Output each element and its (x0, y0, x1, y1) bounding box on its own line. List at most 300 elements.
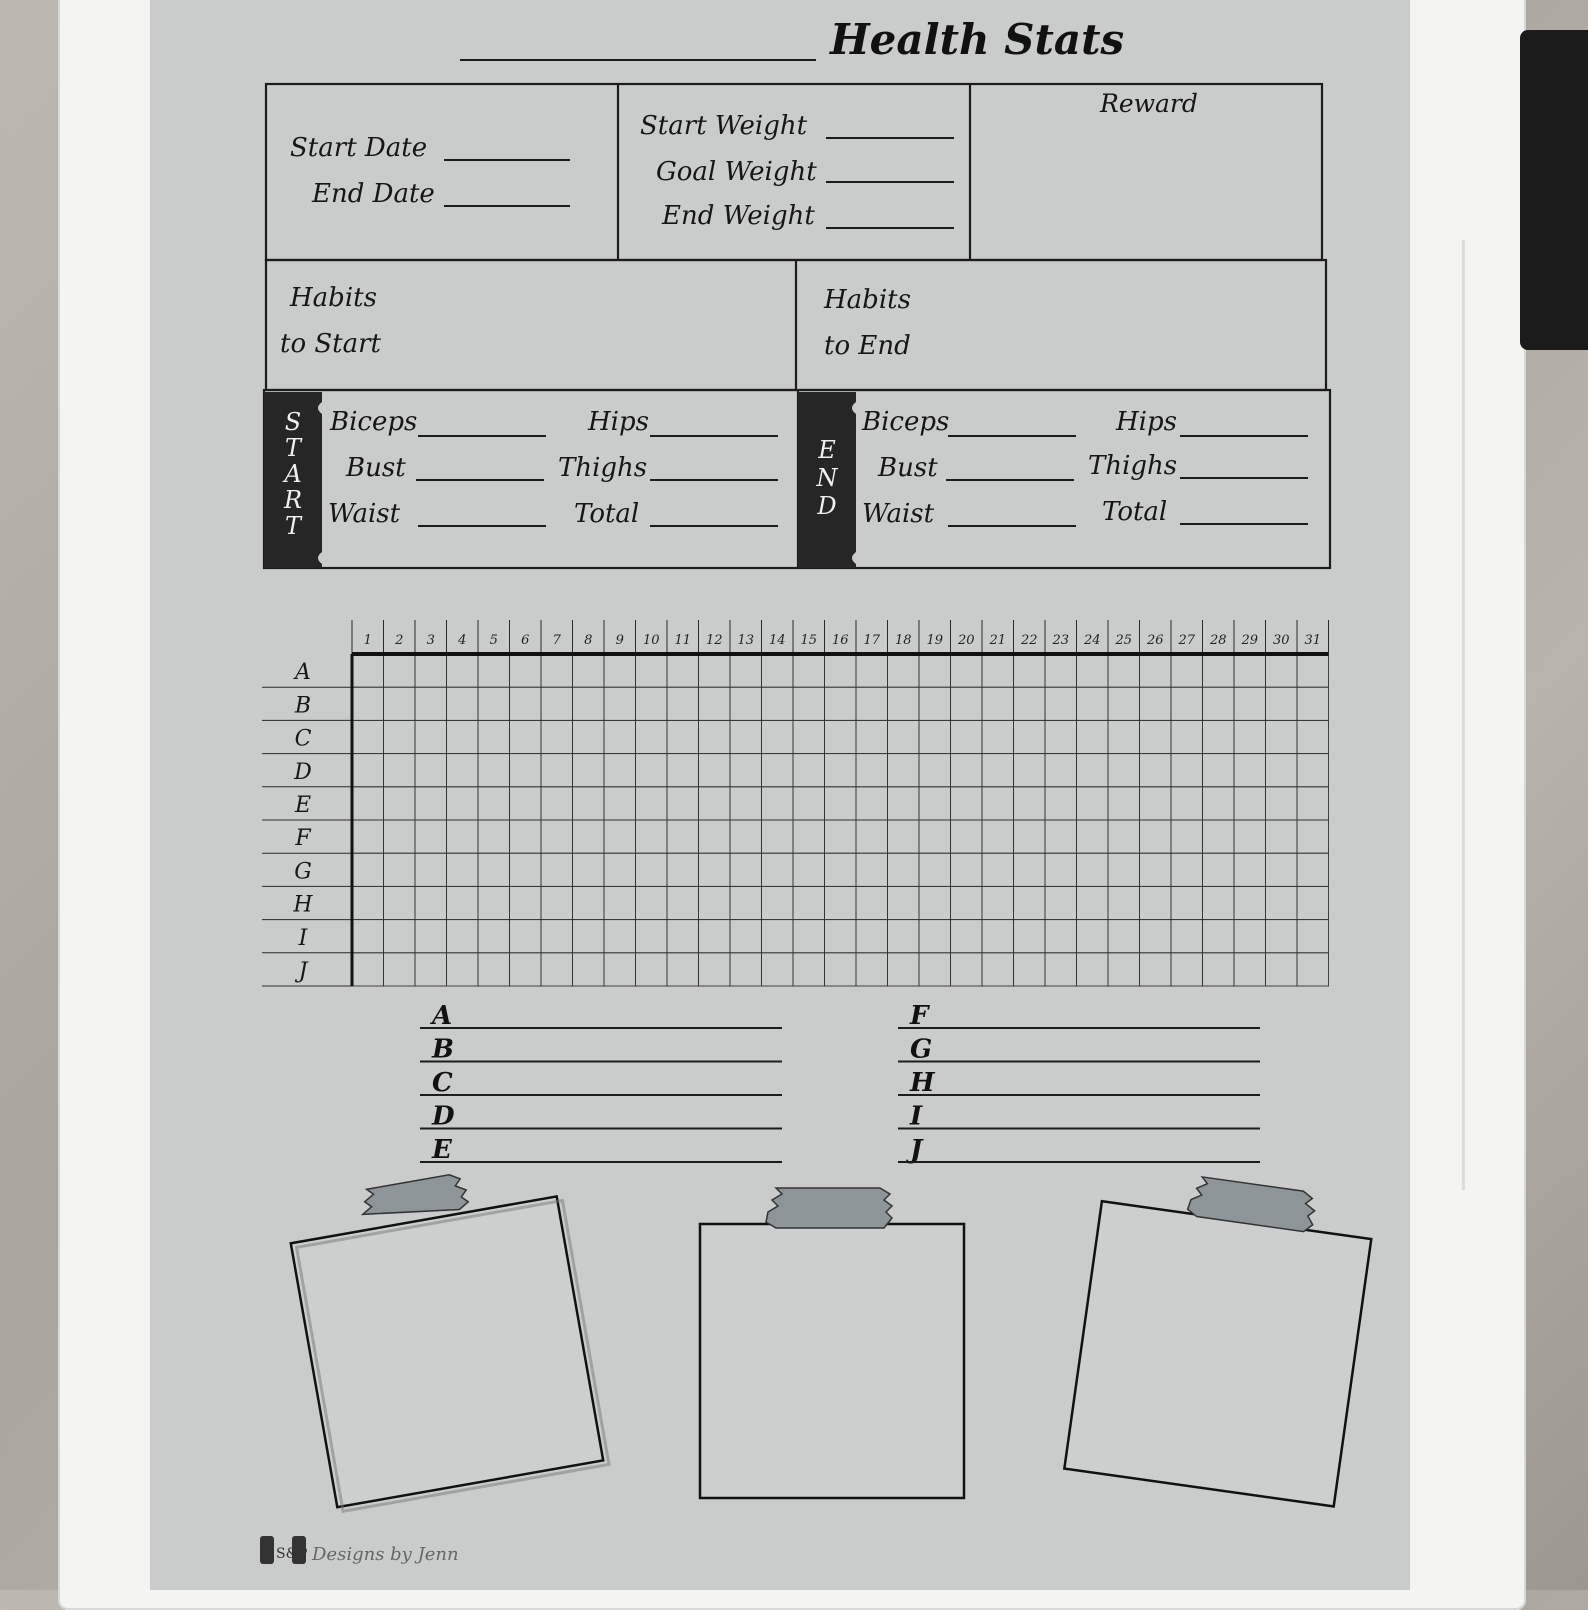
tracker-cell[interactable] (541, 787, 573, 820)
tracker-cell[interactable] (1171, 687, 1203, 720)
tracker-cell[interactable] (919, 654, 951, 687)
tracker-cell[interactable] (447, 853, 479, 886)
tracker-cell[interactable] (699, 953, 731, 986)
tracker-cell[interactable] (951, 687, 983, 720)
tracker-cell[interactable] (919, 787, 951, 820)
tracker-cell[interactable] (352, 720, 384, 753)
tracker-cell[interactable] (1108, 654, 1140, 687)
tracker-cell[interactable] (1171, 754, 1203, 787)
tracker-cell[interactable] (604, 853, 636, 886)
tracker-cell[interactable] (793, 820, 825, 853)
tracker-cell[interactable] (982, 687, 1014, 720)
tracker-cell[interactable] (1140, 687, 1172, 720)
tracker-cell[interactable] (762, 920, 794, 953)
tracker-cell[interactable] (1266, 754, 1298, 787)
tracker-cell[interactable] (793, 787, 825, 820)
tracker-cell[interactable] (1014, 654, 1046, 687)
tracker-cell[interactable] (1108, 853, 1140, 886)
tracker-cell[interactable] (1203, 953, 1235, 986)
tracker-cell[interactable] (573, 720, 605, 753)
tracker-cell[interactable] (384, 654, 416, 687)
tracker-cell[interactable] (699, 886, 731, 919)
tracker-cell[interactable] (1171, 654, 1203, 687)
tracker-cell[interactable] (762, 654, 794, 687)
tracker-cell[interactable] (1234, 687, 1266, 720)
tracker-cell[interactable] (1045, 853, 1077, 886)
tracker-cell[interactable] (1077, 853, 1109, 886)
tracker-cell[interactable] (982, 720, 1014, 753)
tracker-cell[interactable] (384, 853, 416, 886)
reward-area[interactable] (980, 120, 1310, 250)
tracker-cell[interactable] (1108, 820, 1140, 853)
tracker-cell[interactable] (352, 687, 384, 720)
tracker-cell[interactable] (1045, 687, 1077, 720)
tracker-cell[interactable] (573, 787, 605, 820)
tracker-cell[interactable] (510, 853, 542, 886)
tracker-cell[interactable] (667, 687, 699, 720)
tracker-cell[interactable] (510, 654, 542, 687)
tracker-cell[interactable] (636, 787, 668, 820)
tracker-cell[interactable] (856, 920, 888, 953)
tracker-cell[interactable] (1203, 920, 1235, 953)
tracker-cell[interactable] (384, 687, 416, 720)
tracker-cell[interactable] (352, 853, 384, 886)
tracker-cell[interactable] (604, 754, 636, 787)
tracker-cell[interactable] (1234, 720, 1266, 753)
tracker-cell[interactable] (1234, 787, 1266, 820)
tracker-cell[interactable] (447, 720, 479, 753)
tracker-cell[interactable] (825, 720, 857, 753)
tracker-cell[interactable] (699, 787, 731, 820)
tracker-cell[interactable] (352, 654, 384, 687)
tracker-cell[interactable] (667, 787, 699, 820)
tracker-cell[interactable] (825, 820, 857, 853)
tracker-cell[interactable] (730, 687, 762, 720)
tracker-cell[interactable] (1045, 720, 1077, 753)
tracker-cell[interactable] (415, 720, 447, 753)
tracker-cell[interactable] (667, 886, 699, 919)
tracker-cell[interactable] (888, 920, 920, 953)
tracker-cell[interactable] (1171, 953, 1203, 986)
tracker-cell[interactable] (825, 853, 857, 886)
tracker-cell[interactable] (699, 687, 731, 720)
tracker-cell[interactable] (699, 920, 731, 953)
tracker-cell[interactable] (667, 853, 699, 886)
tracker-cell[interactable] (951, 953, 983, 986)
tracker-cell[interactable] (447, 687, 479, 720)
tracker-cell[interactable] (1108, 687, 1140, 720)
tracker-cell[interactable] (478, 953, 510, 986)
tracker-cell[interactable] (1045, 820, 1077, 853)
tracker-cell[interactable] (1203, 886, 1235, 919)
tracker-cell[interactable] (1140, 853, 1172, 886)
tracker-cell[interactable] (1077, 820, 1109, 853)
tracker-cell[interactable] (982, 953, 1014, 986)
tracker-cell[interactable] (447, 820, 479, 853)
tracker-cell[interactable] (1171, 720, 1203, 753)
tracker-cell[interactable] (541, 953, 573, 986)
tracker-cell[interactable] (1045, 754, 1077, 787)
tracker-cell[interactable] (541, 654, 573, 687)
tracker-cell[interactable] (1266, 787, 1298, 820)
tracker-cell[interactable] (604, 654, 636, 687)
tracker-cell[interactable] (447, 886, 479, 919)
tracker-cell[interactable] (793, 687, 825, 720)
tracker-cell[interactable] (825, 953, 857, 986)
tracker-cell[interactable] (636, 687, 668, 720)
tracker-cell[interactable] (604, 687, 636, 720)
tracker-cell[interactable] (1297, 687, 1329, 720)
tracker-cell[interactable] (699, 853, 731, 886)
tracker-cell[interactable] (667, 920, 699, 953)
tracker-cell[interactable] (699, 754, 731, 787)
tracker-cell[interactable] (1234, 953, 1266, 986)
tracker-cell[interactable] (415, 853, 447, 886)
tracker-cell[interactable] (1203, 654, 1235, 687)
tracker-cell[interactable] (730, 820, 762, 853)
tracker-cell[interactable] (730, 953, 762, 986)
tracker-cell[interactable] (352, 886, 384, 919)
tracker-cell[interactable] (762, 886, 794, 919)
tracker-cell[interactable] (636, 654, 668, 687)
tracker-cell[interactable] (1203, 853, 1235, 886)
tracker-cell[interactable] (1266, 820, 1298, 853)
tracker-cell[interactable] (1297, 953, 1329, 986)
tracker-cell[interactable] (667, 820, 699, 853)
tracker-cell[interactable] (919, 920, 951, 953)
tracker-cell[interactable] (352, 953, 384, 986)
tracker-cell[interactable] (604, 920, 636, 953)
tracker-cell[interactable] (793, 953, 825, 986)
tracker-cell[interactable] (856, 720, 888, 753)
tracker-cell[interactable] (1108, 886, 1140, 919)
tracker-cell[interactable] (573, 687, 605, 720)
tracker-cell[interactable] (730, 754, 762, 787)
tracker-cell[interactable] (856, 853, 888, 886)
tracker-cell[interactable] (604, 720, 636, 753)
tracker-cell[interactable] (384, 720, 416, 753)
tracker-cell[interactable] (919, 886, 951, 919)
tracker-cell[interactable] (1266, 687, 1298, 720)
tracker-cell[interactable] (541, 920, 573, 953)
tracker-cell[interactable] (384, 754, 416, 787)
tracker-cell[interactable] (1014, 886, 1046, 919)
tracker-cell[interactable] (762, 853, 794, 886)
tracker-cell[interactable] (1108, 720, 1140, 753)
tracker-cell[interactable] (1077, 886, 1109, 919)
tracker-cell[interactable] (919, 754, 951, 787)
tracker-cell[interactable] (919, 853, 951, 886)
tracker-cell[interactable] (510, 953, 542, 986)
tracker-cell[interactable] (1140, 820, 1172, 853)
tracker-cell[interactable] (1297, 720, 1329, 753)
tracker-cell[interactable] (888, 820, 920, 853)
tracker-cell[interactable] (762, 754, 794, 787)
tracker-cell[interactable] (1171, 853, 1203, 886)
tracker-cell[interactable] (982, 920, 1014, 953)
tracker-cell[interactable] (573, 920, 605, 953)
tracker-cell[interactable] (573, 654, 605, 687)
tracker-cell[interactable] (699, 720, 731, 753)
tracker-cell[interactable] (541, 720, 573, 753)
tracker-cell[interactable] (604, 787, 636, 820)
tracker-cell[interactable] (352, 787, 384, 820)
tracker-cell[interactable] (541, 886, 573, 919)
tracker-cell[interactable] (415, 787, 447, 820)
tracker-cell[interactable] (1234, 820, 1266, 853)
tracker-cell[interactable] (730, 853, 762, 886)
tracker-cell[interactable] (982, 820, 1014, 853)
tracker-cell[interactable] (1203, 720, 1235, 753)
tracker-cell[interactable] (1171, 787, 1203, 820)
tracker-cell[interactable] (384, 886, 416, 919)
tracker-cell[interactable] (825, 787, 857, 820)
tracker-cell[interactable] (1297, 886, 1329, 919)
tracker-cell[interactable] (384, 820, 416, 853)
tracker-cell[interactable] (982, 754, 1014, 787)
tracker-cell[interactable] (856, 820, 888, 853)
tracker-cell[interactable] (951, 787, 983, 820)
tracker-cell[interactable] (951, 754, 983, 787)
tracker-cell[interactable] (1140, 886, 1172, 919)
tracker-cell[interactable] (856, 687, 888, 720)
tracker-cell[interactable] (1203, 787, 1235, 820)
tracker-cell[interactable] (1140, 920, 1172, 953)
tracker-cell[interactable] (1108, 920, 1140, 953)
tracker-cell[interactable] (1045, 953, 1077, 986)
tracker-cell[interactable] (510, 820, 542, 853)
tracker-cell[interactable] (478, 886, 510, 919)
tracker-cell[interactable] (415, 687, 447, 720)
tracker-cell[interactable] (1266, 720, 1298, 753)
tracker-cell[interactable] (1203, 754, 1235, 787)
tracker-cell[interactable] (415, 920, 447, 953)
tracker-cell[interactable] (793, 920, 825, 953)
tracker-cell[interactable] (951, 720, 983, 753)
tracker-cell[interactable] (1014, 820, 1046, 853)
tracker-cell[interactable] (573, 953, 605, 986)
tracker-cell[interactable] (415, 754, 447, 787)
tracker-cell[interactable] (636, 886, 668, 919)
tracker-cell[interactable] (1108, 953, 1140, 986)
tracker-cell[interactable] (636, 853, 668, 886)
tracker-cell[interactable] (1171, 920, 1203, 953)
tracker-cell[interactable] (1140, 754, 1172, 787)
photo-frame-right[interactable] (1064, 1164, 1376, 1507)
tracker-cell[interactable] (510, 754, 542, 787)
tracker-cell[interactable] (1297, 654, 1329, 687)
tracker-cell[interactable] (951, 820, 983, 853)
tracker-cell[interactable] (384, 787, 416, 820)
tracker-cell[interactable] (478, 920, 510, 953)
tracker-cell[interactable] (1171, 886, 1203, 919)
tracker-cell[interactable] (384, 920, 416, 953)
tracker-cell[interactable] (1077, 654, 1109, 687)
tracker-cell[interactable] (541, 820, 573, 853)
tracker-cell[interactable] (888, 754, 920, 787)
tracker-cell[interactable] (478, 853, 510, 886)
tracker-cell[interactable] (667, 654, 699, 687)
tracker-cell[interactable] (541, 754, 573, 787)
tracker-cell[interactable] (1014, 754, 1046, 787)
tracker-cell[interactable] (415, 820, 447, 853)
tracker-cell[interactable] (636, 720, 668, 753)
tracker-cell[interactable] (541, 687, 573, 720)
tracker-cell[interactable] (982, 654, 1014, 687)
tracker-cell[interactable] (636, 754, 668, 787)
tracker-cell[interactable] (604, 953, 636, 986)
tracker-cell[interactable] (1203, 820, 1235, 853)
tracker-cell[interactable] (982, 853, 1014, 886)
tracker-cell[interactable] (447, 787, 479, 820)
tracker-cell[interactable] (1140, 787, 1172, 820)
tracker-cell[interactable] (1266, 853, 1298, 886)
tracker-cell[interactable] (573, 820, 605, 853)
tracker-cell[interactable] (888, 787, 920, 820)
tracker-cell[interactable] (1077, 720, 1109, 753)
tracker-cell[interactable] (541, 853, 573, 886)
tracker-cell[interactable] (573, 886, 605, 919)
tracker-cell[interactable] (888, 654, 920, 687)
tracker-cell[interactable] (352, 754, 384, 787)
tracker-cell[interactable] (919, 720, 951, 753)
tracker-cell[interactable] (1234, 654, 1266, 687)
tracker-cell[interactable] (762, 820, 794, 853)
tracker-cell[interactable] (510, 886, 542, 919)
habits-end-area[interactable] (930, 270, 1310, 380)
tracker-cell[interactable] (793, 720, 825, 753)
tracker-cell[interactable] (1014, 920, 1046, 953)
tracker-cell[interactable] (1014, 720, 1046, 753)
tracker-cell[interactable] (793, 754, 825, 787)
tracker-cell[interactable] (447, 754, 479, 787)
tracker-cell[interactable] (447, 920, 479, 953)
tracker-cell[interactable] (447, 953, 479, 986)
tracker-cell[interactable] (793, 654, 825, 687)
tracker-cell[interactable] (352, 920, 384, 953)
tracker-cell[interactable] (1077, 754, 1109, 787)
tracker-cell[interactable] (856, 754, 888, 787)
tracker-cell[interactable] (699, 654, 731, 687)
tracker-cell[interactable] (1234, 853, 1266, 886)
tracker-cell[interactable] (888, 953, 920, 986)
tracker-cell[interactable] (573, 853, 605, 886)
tracker-cell[interactable] (793, 886, 825, 919)
tracker-cell[interactable] (1077, 920, 1109, 953)
tracker-cell[interactable] (1234, 886, 1266, 919)
tracker-cell[interactable] (1014, 687, 1046, 720)
tracker-cell[interactable] (762, 787, 794, 820)
tracker-cell[interactable] (352, 820, 384, 853)
tracker-cell[interactable] (825, 920, 857, 953)
tracker-cell[interactable] (856, 886, 888, 919)
tracker-cell[interactable] (825, 886, 857, 919)
tracker-cell[interactable] (1234, 920, 1266, 953)
tracker-cell[interactable] (919, 820, 951, 853)
tracker-cell[interactable] (667, 754, 699, 787)
tracker-cell[interactable] (1045, 886, 1077, 919)
tracker-cell[interactable] (951, 886, 983, 919)
tracker-cell[interactable] (1297, 920, 1329, 953)
tracker-cell[interactable] (1045, 920, 1077, 953)
tracker-cell[interactable] (1140, 720, 1172, 753)
tracker-cell[interactable] (1266, 886, 1298, 919)
tracker-cell[interactable] (982, 886, 1014, 919)
tracker-cell[interactable] (1266, 654, 1298, 687)
tracker-cell[interactable] (478, 787, 510, 820)
tracker-cell[interactable] (384, 953, 416, 986)
tracker-cell[interactable] (1297, 787, 1329, 820)
tracker-cell[interactable] (856, 953, 888, 986)
tracker-cell[interactable] (1108, 787, 1140, 820)
tracker-cell[interactable] (604, 820, 636, 853)
tracker-cell[interactable] (415, 886, 447, 919)
tracker-cell[interactable] (604, 886, 636, 919)
tracker-cell[interactable] (1297, 754, 1329, 787)
tracker-cell[interactable] (447, 654, 479, 687)
habits-start-area[interactable] (400, 270, 780, 380)
tracker-cell[interactable] (415, 953, 447, 986)
tracker-cell[interactable] (1077, 787, 1109, 820)
tracker-cell[interactable] (478, 654, 510, 687)
tracker-cell[interactable] (825, 754, 857, 787)
tracker-cell[interactable] (1014, 953, 1046, 986)
tracker-cell[interactable] (982, 787, 1014, 820)
tracker-cell[interactable] (510, 920, 542, 953)
tracker-cell[interactable] (573, 754, 605, 787)
tracker-cell[interactable] (730, 920, 762, 953)
tracker-cell[interactable] (1108, 754, 1140, 787)
tracker-cell[interactable] (730, 886, 762, 919)
tracker-cell[interactable] (1140, 953, 1172, 986)
tracker-cell[interactable] (1045, 787, 1077, 820)
tracker-cell[interactable] (951, 920, 983, 953)
tracker-cell[interactable] (1297, 853, 1329, 886)
tracker-cell[interactable] (1077, 953, 1109, 986)
tracker-cell[interactable] (1171, 820, 1203, 853)
photo-frame-center[interactable] (700, 1188, 964, 1498)
tracker-cell[interactable] (636, 953, 668, 986)
tracker-cell[interactable] (856, 654, 888, 687)
tracker-cell[interactable] (825, 654, 857, 687)
tracker-cell[interactable] (1014, 787, 1046, 820)
photo-frame-left[interactable] (284, 1156, 609, 1512)
tracker-cell[interactable] (919, 953, 951, 986)
tracker-cell[interactable] (1203, 687, 1235, 720)
tracker-cell[interactable] (478, 720, 510, 753)
tracker-cell[interactable] (825, 687, 857, 720)
tracker-cell[interactable] (1234, 754, 1266, 787)
tracker-cell[interactable] (856, 787, 888, 820)
tracker-cell[interactable] (888, 886, 920, 919)
tracker-cell[interactable] (951, 853, 983, 886)
tracker-cell[interactable] (888, 853, 920, 886)
tracker-cell[interactable] (510, 787, 542, 820)
tracker-cell[interactable] (888, 720, 920, 753)
tracker-cell[interactable] (951, 654, 983, 687)
tracker-cell[interactable] (478, 754, 510, 787)
tracker-cell[interactable] (1045, 654, 1077, 687)
tracker-cell[interactable] (510, 720, 542, 753)
tracker-cell[interactable] (478, 687, 510, 720)
tracker-cell[interactable] (1266, 953, 1298, 986)
tracker-cell[interactable] (1297, 820, 1329, 853)
tracker-cell[interactable] (415, 654, 447, 687)
tracker-cell[interactable] (1266, 920, 1298, 953)
tracker-cell[interactable] (730, 787, 762, 820)
tracker-cell[interactable] (730, 720, 762, 753)
tracker-cell[interactable] (762, 953, 794, 986)
